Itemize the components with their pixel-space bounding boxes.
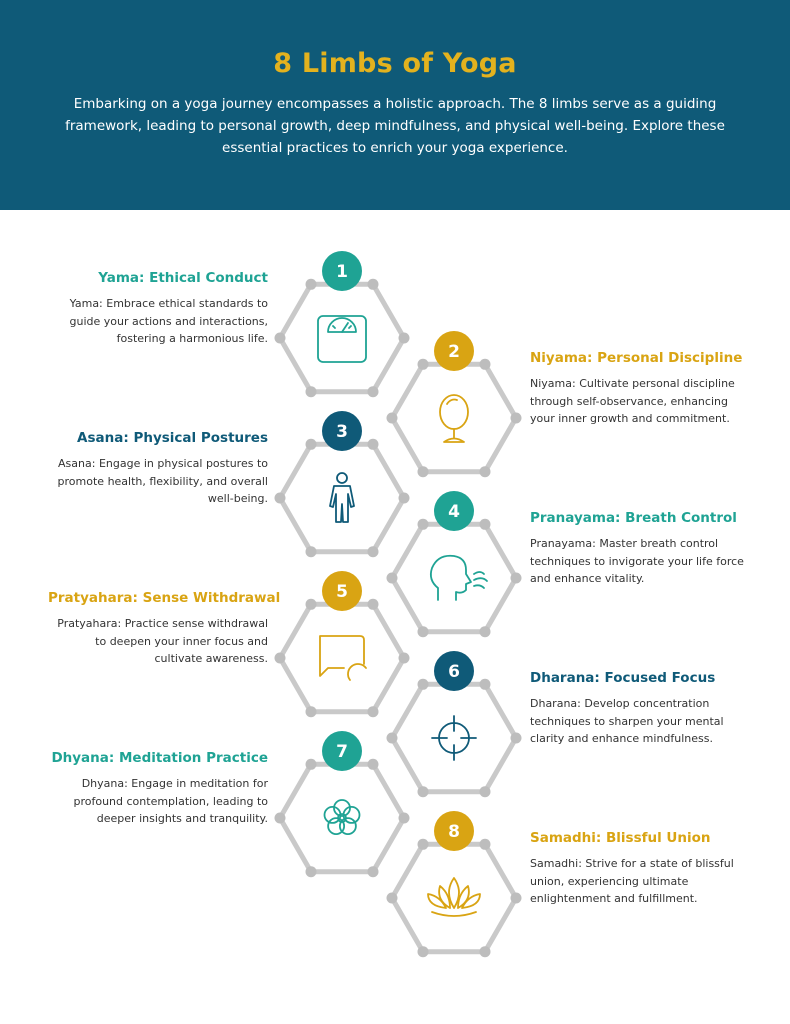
hexagon-vertex-dot (368, 706, 379, 717)
hexagon-vertex-dot (368, 546, 379, 557)
limb-title: Dhyana: Meditation Practice (51, 750, 268, 766)
limb-text: Pranayama: Master breath control techniques to invigorate your life force and enhance vitality. (530, 537, 744, 585)
hexagon-vertex-dot (418, 946, 429, 957)
limb-hexagon-8 (387, 811, 522, 957)
limb-hexagon-4 (387, 491, 522, 637)
hexagon-vertex-dot (306, 386, 317, 397)
limb-title: Yama: Ethical Conduct (98, 270, 268, 286)
limb-text: Niyama: Cultivate personal discipline through self-observance, enhancing your inner growth and commitment. (530, 377, 735, 425)
hexagon-vertex-dot (511, 733, 522, 744)
hexagon-vertex-dot (368, 279, 379, 290)
hexagon-vertex-dot (306, 706, 317, 717)
limb-title: Niyama: Personal Discipline (530, 350, 743, 366)
hexagon-outline (392, 364, 516, 471)
hexagon-vertex-dot (368, 866, 379, 877)
step-number: 4 (448, 502, 460, 522)
hexagon-vertex-dot (399, 333, 410, 344)
hexagon-vertex-dot (306, 759, 317, 770)
hexagon-vertex-dot (511, 413, 522, 424)
hexagon-vertex-dot (418, 839, 429, 850)
step-number: 3 (336, 422, 348, 442)
limb-text: Samadhi: Strive for a state of blissful union, experiencing ultimate enlightenment and fulfillment. (530, 857, 734, 905)
step-number: 6 (448, 662, 460, 682)
hexagon-outline (280, 284, 404, 391)
hexagon-outline (280, 764, 404, 871)
hexagon-vertex-dot (418, 679, 429, 690)
hexagon-outline (392, 844, 516, 951)
hexagon-vertex-dot (387, 573, 398, 584)
hexagon-vertex-dot (275, 653, 286, 664)
hexagon-vertex-dot (306, 599, 317, 610)
intro-text: Embarking on a yoga journey encompasses a holistic approach. The 8 limbs serve as a guiding framework, leading to personal growth, deep mindfulness, and physical well-being. Explore these essential practices to enrich your yoga experience. (65, 96, 725, 156)
limb-hexagon-1 (275, 251, 410, 397)
hexagon-vertex-dot (480, 839, 491, 850)
hexagon-vertex-dot (480, 519, 491, 530)
limb-description-1 (48, 270, 268, 348)
hexagon-vertex-dot (306, 279, 317, 290)
hexagon-outline (392, 524, 516, 631)
hexagon-vertex-dot (511, 573, 522, 584)
hexagon-vertex-dot (275, 333, 286, 344)
limb-title: Asana: Physical Postures (77, 430, 268, 446)
hexagon-vertex-dot (418, 359, 429, 370)
hexagon-vertex-dot (368, 386, 379, 397)
hexagon-vertex-dot (306, 866, 317, 877)
hexagon-vertex-dot (387, 733, 398, 744)
limb-text: Dhyana: Engage in meditation for profound contemplation, leading to deeper insights and tranquility. (73, 777, 268, 825)
limb-title: Pratyahara: Sense Withdrawal (48, 590, 281, 606)
hexagon-vertex-dot (418, 466, 429, 477)
hexagon-vertex-dot (368, 439, 379, 450)
limb-text: Yama: Embrace ethical standards to guide your actions and interactions, fostering a harmonious life. (69, 297, 268, 345)
hexagon-vertex-dot (480, 946, 491, 957)
hexagon-vertex-dot (399, 653, 410, 664)
limb-text: Dharana: Develop concentration techniques to sharpen your mental clarity and enhance mindfulness. (530, 697, 724, 745)
limb-hexagon-5 (275, 571, 410, 717)
step-number: 2 (448, 342, 460, 362)
hexagon-vertex-dot (306, 546, 317, 557)
hexagon-vertex-dot (480, 626, 491, 637)
hexagon-vertex-dot (387, 893, 398, 904)
step-number: 8 (448, 822, 460, 842)
limb-hexagon-3 (275, 411, 410, 557)
limb-description-2 (530, 350, 750, 428)
limb-title: Pranayama: Breath Control (530, 510, 737, 526)
hexagon-outline (280, 444, 404, 551)
hexagon-vertex-dot (306, 439, 317, 450)
limb-hexagon-6 (387, 651, 522, 797)
step-number: 5 (336, 582, 348, 602)
limb-title: Dharana: Focused Focus (530, 670, 716, 686)
hexagon-vertex-dot (275, 813, 286, 824)
hexagon-vertex-dot (480, 679, 491, 690)
hexagon-vertex-dot (418, 786, 429, 797)
limb-hexagon-2 (387, 331, 522, 477)
hexagon-vertex-dot (418, 626, 429, 637)
hexagon-vertex-dot (368, 599, 379, 610)
hexagon-outline (280, 604, 404, 711)
limb-description-6 (530, 670, 750, 748)
hexagon-vertex-dot (399, 813, 410, 824)
hexagon-vertex-dot (368, 759, 379, 770)
limb-description-8 (530, 830, 750, 908)
hexagon-vertex-dot (480, 786, 491, 797)
hexagon-vertex-dot (480, 359, 491, 370)
step-number: 1 (336, 262, 348, 282)
limb-title: Samadhi: Blissful Union (530, 830, 711, 846)
limb-text: Asana: Engage in physical postures to promote health, flexibility, and overall well-being. (57, 457, 268, 505)
hexagon-vertex-dot (480, 466, 491, 477)
limb-text: Pratyahara: Practice sense withdrawal to deepen your inner focus and cultivate awareness. (57, 617, 268, 665)
hexagon-vertex-dot (387, 413, 398, 424)
hexagon-vertex-dot (511, 893, 522, 904)
limb-hexagon-7 (275, 731, 410, 877)
hexagon-vertex-dot (399, 493, 410, 504)
hexagon-vertex-dot (418, 519, 429, 530)
limb-description-4 (530, 510, 750, 588)
hexagon-outline (392, 684, 516, 791)
limb-description-7 (48, 750, 268, 828)
page-title: 8 Limbs of Yoga (273, 48, 517, 79)
limb-description-5 (48, 590, 281, 668)
limb-description-3 (48, 430, 268, 508)
hexagon-vertex-dot (275, 493, 286, 504)
step-number: 7 (336, 742, 348, 762)
